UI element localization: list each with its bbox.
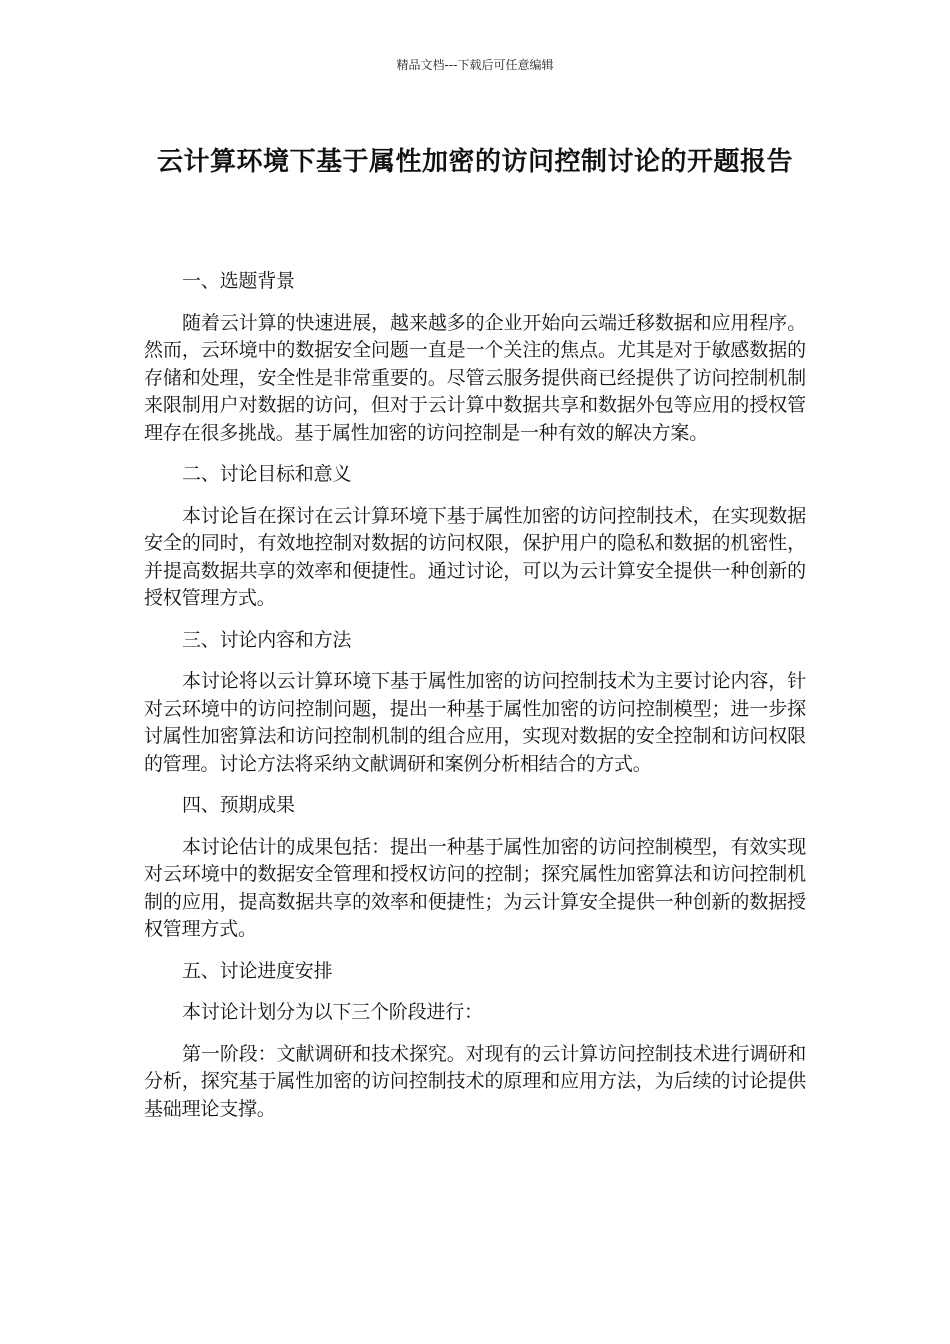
section-heading-goals: 二、讨论目标和意义 xyxy=(182,463,352,485)
section-paragraph: 本讨论将以云计算环境下基于属性加密的访问控制技术为主要讨论内容，针对云环境中的访问控制问题，提出一种基于属性加密的访问控制模型；进一步探讨属性加密算法和访问控制机制的组合应用，实现对数据的安全控制和访问权限的管理。讨论方法将采纳文献调研和案例分析相结合的方式。 xyxy=(144,670,806,775)
section-heading-schedule: 五、讨论进度安排 xyxy=(182,959,333,982)
section-paragraph: 本讨论旨在探讨在云计算环境下基于属性加密的访问控制技术，在实现数据安全的同时，有效地控制对数据的访问权限，保护用户的隐私和数据的机密性，并提高数据共享的效率和便捷性。通过讨论，可以为云计算安全提供一种创新的授权管理方式。 xyxy=(144,504,806,609)
section-paragraph: 随着云计算的快速进展，越来越多的企业开始向云端迁移数据和应用程序。然而，云环境中的数据安全问题一直是一个关注的焦点。尤其是对于敏感数据的存储和处理，安全性是非常重要的。尽管云服务提供商已经提供了访问控制机制来限制用户对数据的访问，但对于云计算中数据共享和数据外包等应用的授权管理存在很多挑战。基于属性加密的访问控制是一种有效的解决方案。 xyxy=(144,311,806,444)
section-heading-content-methods: 三、讨论内容和方法 xyxy=(182,628,352,651)
section-paragraph: 第一阶段：文献调研和技术探究。对现有的云计算访问控制技术进行调研和分析，探究基于属性加密的访问控制技术的原理和应用方法，为后续的讨论提供基础理论支撑。 xyxy=(144,1042,806,1120)
section-paragraph: 本讨论估计的成果包括：提出一种基于属性加密的访问控制模型，有效实现对云环境中的数据安全管理和授权访问的控制；探究属性加密算法和访问控制机制的应用，提高数据共享的效率和便捷性；为云计算安全提供一种创新的数据授权管理方式。 xyxy=(144,835,806,940)
page-header: 精品文档---下载后可任意编辑 xyxy=(396,58,554,72)
document-title: 云计算环境下基于属性加密的访问控制讨论的开题报告 xyxy=(156,147,793,177)
document-body xyxy=(144,268,806,1137)
section-paragraph: 本讨论计划分为以下三个阶段进行： xyxy=(182,1001,483,1023)
section-heading-expected-results: 四、预期成果 xyxy=(182,794,295,816)
section-heading-background: 一、选题背景 xyxy=(182,270,295,292)
